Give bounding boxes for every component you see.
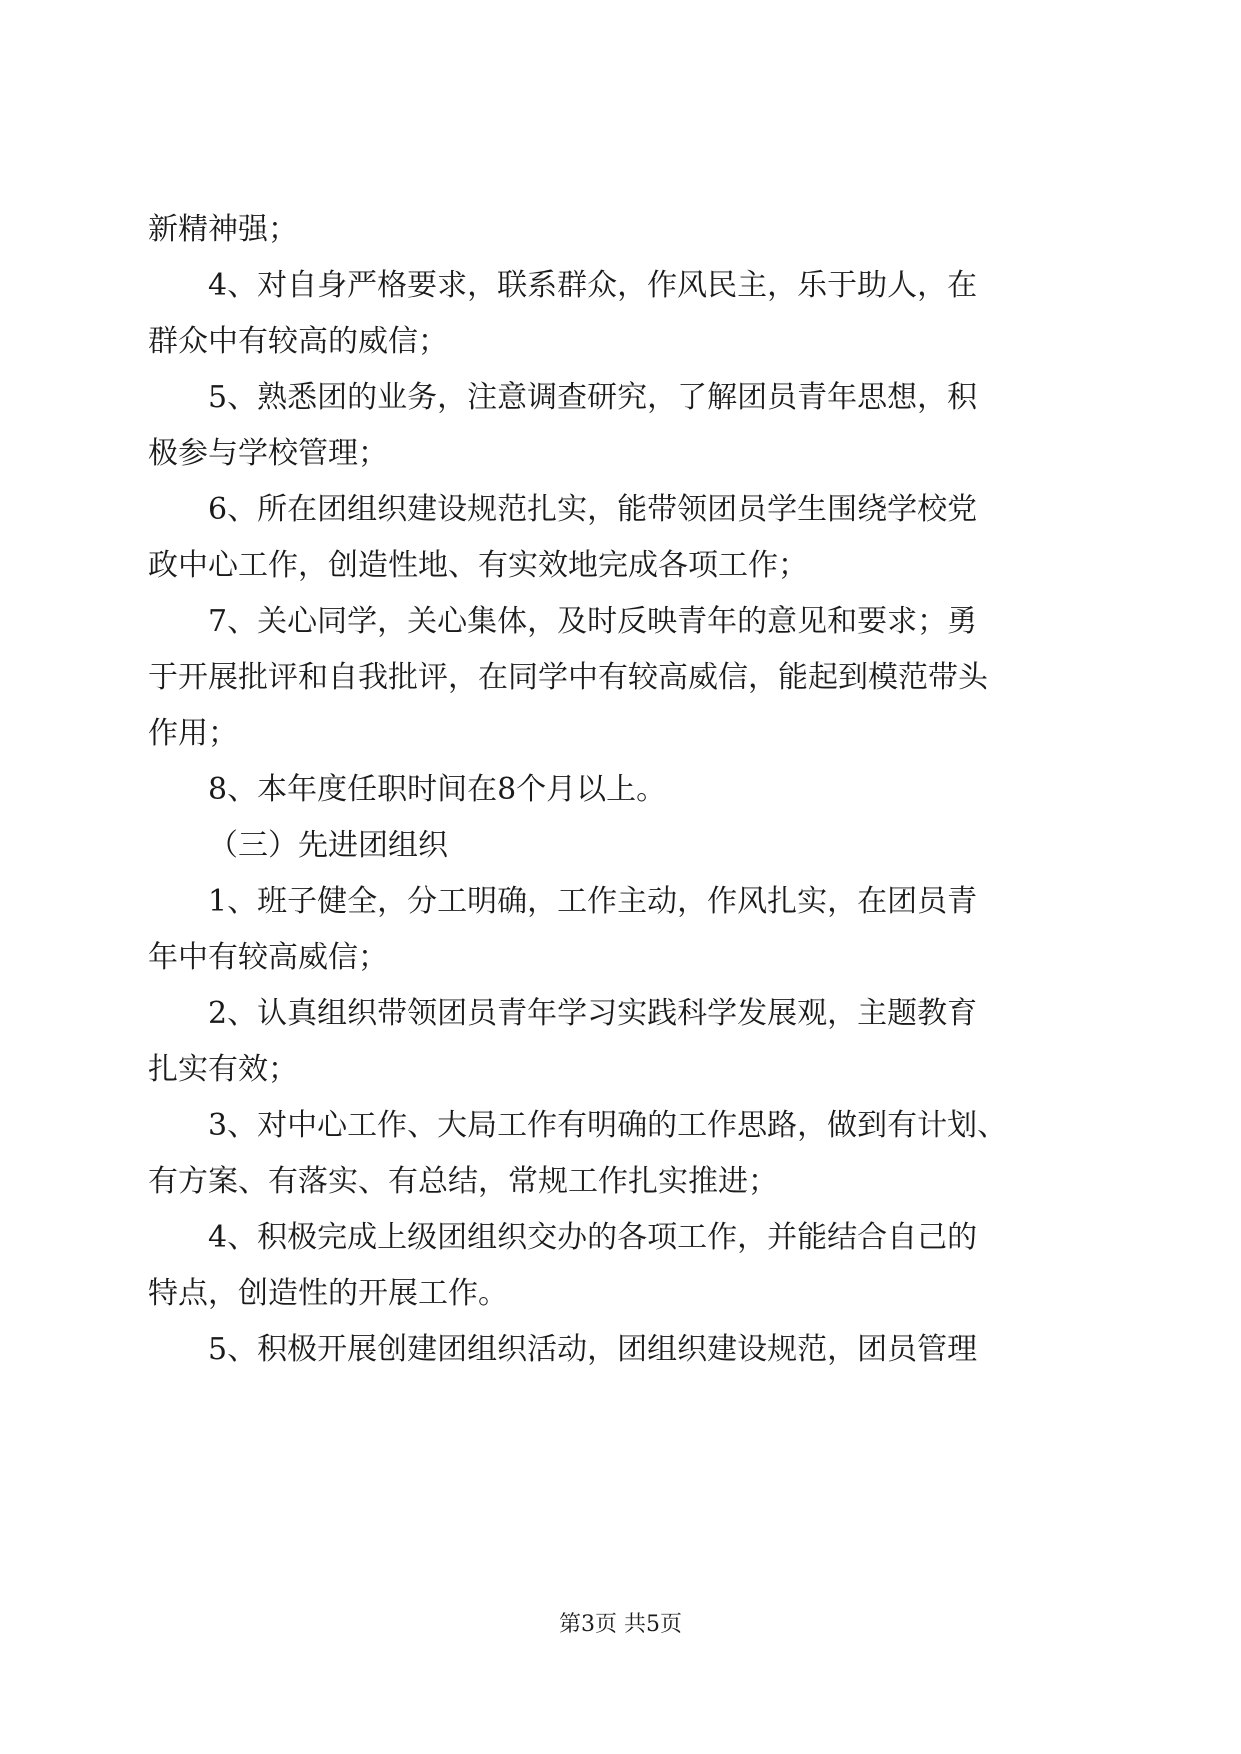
text-line: 1、班子健全，分工明确，工作主动，作风扎实，在团员青 <box>208 884 978 919</box>
text-line: 特点，创造性的开展工作。 <box>148 1276 508 1311</box>
text-line: 作用； <box>148 716 238 751</box>
text-line: 3、对中心工作、大局工作有明确的工作思路，做到有计划、 <box>208 1108 1008 1143</box>
text-line: 2、认真组织带领团员青年学习实践科学发展观，主题教育 <box>208 996 978 1031</box>
text-line: 扎实有效； <box>148 1052 298 1087</box>
text-line: 5、积极开展创建团组织活动，团组织建设规范，团员管理 <box>208 1332 978 1367</box>
section-heading: （三）先进团组织 <box>208 828 448 863</box>
text-line: 4、对自身严格要求，联系群众，作风民主，乐于助人，在 <box>208 268 978 303</box>
text-line: 年中有较高威信； <box>148 940 388 975</box>
text-line: 有方案、有落实、有总结，常规工作扎实推进； <box>148 1164 778 1199</box>
text-line: 新精神强； <box>148 212 298 247</box>
text-line: 8、本年度任职时间在8个月以上。 <box>208 772 667 807</box>
text-line: 于开展批评和自我批评，在同学中有较高威信，能起到模范带头 <box>148 660 988 695</box>
text-line: 政中心工作，创造性地、有实效地完成各项工作； <box>148 548 808 583</box>
text-line: 7、关心同学，关心集体，及时反映青年的意见和要求；勇 <box>208 604 978 639</box>
text-line: 群众中有较高的威信； <box>148 324 448 359</box>
text-line: 6、所在团组织建设规范扎实，能带领团员学生围绕学校党 <box>208 492 978 527</box>
text-line: 5、熟悉团的业务，注意调查研究，了解团员青年思想，积 <box>208 380 978 415</box>
page-number-footer: 第3页 共5页 <box>559 1612 682 1637</box>
text-line: 极参与学校管理； <box>148 436 388 471</box>
text-line: 4、积极完成上级团组织交办的各项工作，并能结合自己的 <box>208 1220 978 1255</box>
